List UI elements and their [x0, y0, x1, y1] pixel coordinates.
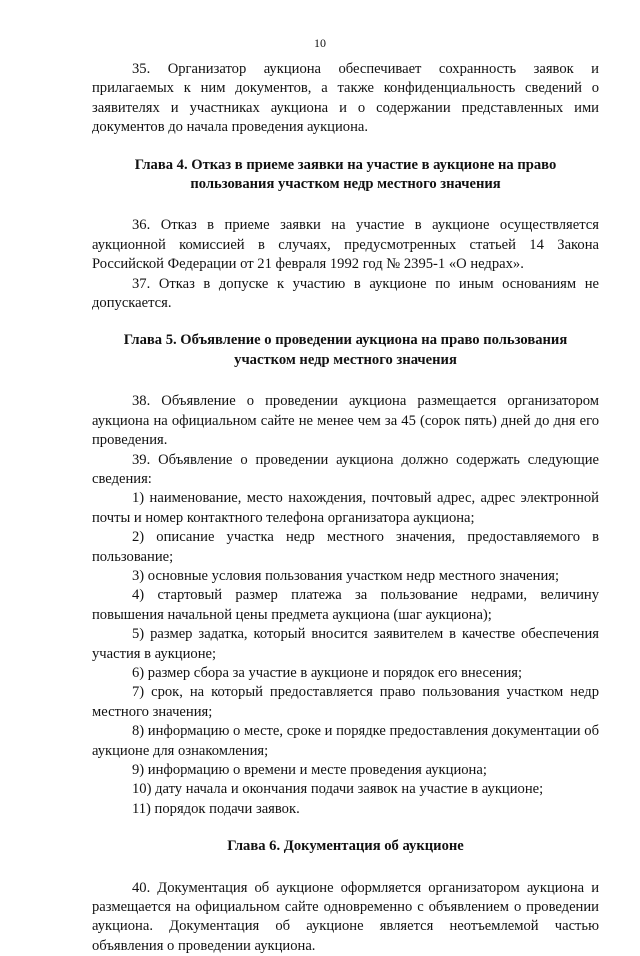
list-item-8: 8) информацию о месте, сроке и порядке предоставления документации об аукционе для ознакомления;	[92, 723, 599, 759]
chapter-5-heading: Глава 5. Объявление о проведении аукциона на право пользования участком недр местного значения	[123, 332, 568, 368]
list-item-3: 3) основные условия пользования участком недр местного значения;	[132, 567, 560, 584]
page-number: 10	[314, 36, 326, 50]
list-item-5: 5) размер задатка, который вносится заявителем в качестве обеспечения участия в аукционе;	[92, 626, 599, 662]
list-item-1: 1) наименование, место нахождения, почтовый адрес, адрес электронной почты и номер контактного телефона организатора аукциона;	[92, 490, 599, 526]
list-item-11: 11) порядок подачи заявок.	[132, 800, 300, 817]
list-item-7: 7) срок, на который предоставляется право пользования участком недр местного значения;	[92, 684, 599, 720]
paragraph-35: 35. Организатор аукциона обеспечивает сохранность заявок и прилагаемых к ним документов, а также конфиденциальность сведений о заявителях и участниках аукциона и о содержании представленных ими документов до начала проведения аукциона.	[92, 61, 599, 136]
document-body	[92, 60, 599, 956]
paragraph-39: 39. Объявление о проведении аукциона должно содержать следующие сведения:	[92, 451, 599, 487]
list-item-6: 6) размер сбора за участие в аукционе и порядок его внесения;	[132, 664, 523, 681]
list-item-4: 4) стартовый размер платежа за пользование недрами, величину повышения начальной цены предмета аукциона (шаг аукциона);	[92, 587, 599, 623]
paragraph-37: 37. Отказ в допуске к участию в аукционе по иным основаниям не допускается.	[92, 275, 599, 312]
paragraph-38: 38. Объявление о проведении аукциона размещается организатором аукциона на официальном сайте не менее чем за 45 (сорок пять) дней до дня его проведения.	[92, 393, 599, 449]
paragraph-36: 36. Отказ в приеме заявки на участие в аукционе осуществляется аукционной комиссией в случаях, предусмотренных статьей 14 Закона Российской Федерации от 21 февраля 1992 год № 2395-1 «О недрах».	[92, 217, 599, 273]
chapter-4-heading: Глава 4. Отказ в приеме заявки на участие в аукционе на право пользования участком недр местного значения	[134, 156, 557, 193]
list-item-10: 10) дату начала и окончания подачи заявок на участие в аукционе;	[132, 781, 544, 798]
paragraph-40: 40. Документация об аукционе оформляется организатором аукциона и размещается на официальном сайте одновременно с объявлением о проведении аукциона. Документация об аукционе является неотъемлемой частью объявления о проведении аукциона.	[92, 879, 599, 954]
list-item-9: 9) информацию о времени и месте проведения аукциона;	[132, 762, 487, 778]
list-item-2: 2) описание участка недр местного значения, предоставляемого в пользование;	[92, 529, 599, 565]
chapter-6-heading: Глава 6. Документация об аукционе	[227, 838, 464, 855]
